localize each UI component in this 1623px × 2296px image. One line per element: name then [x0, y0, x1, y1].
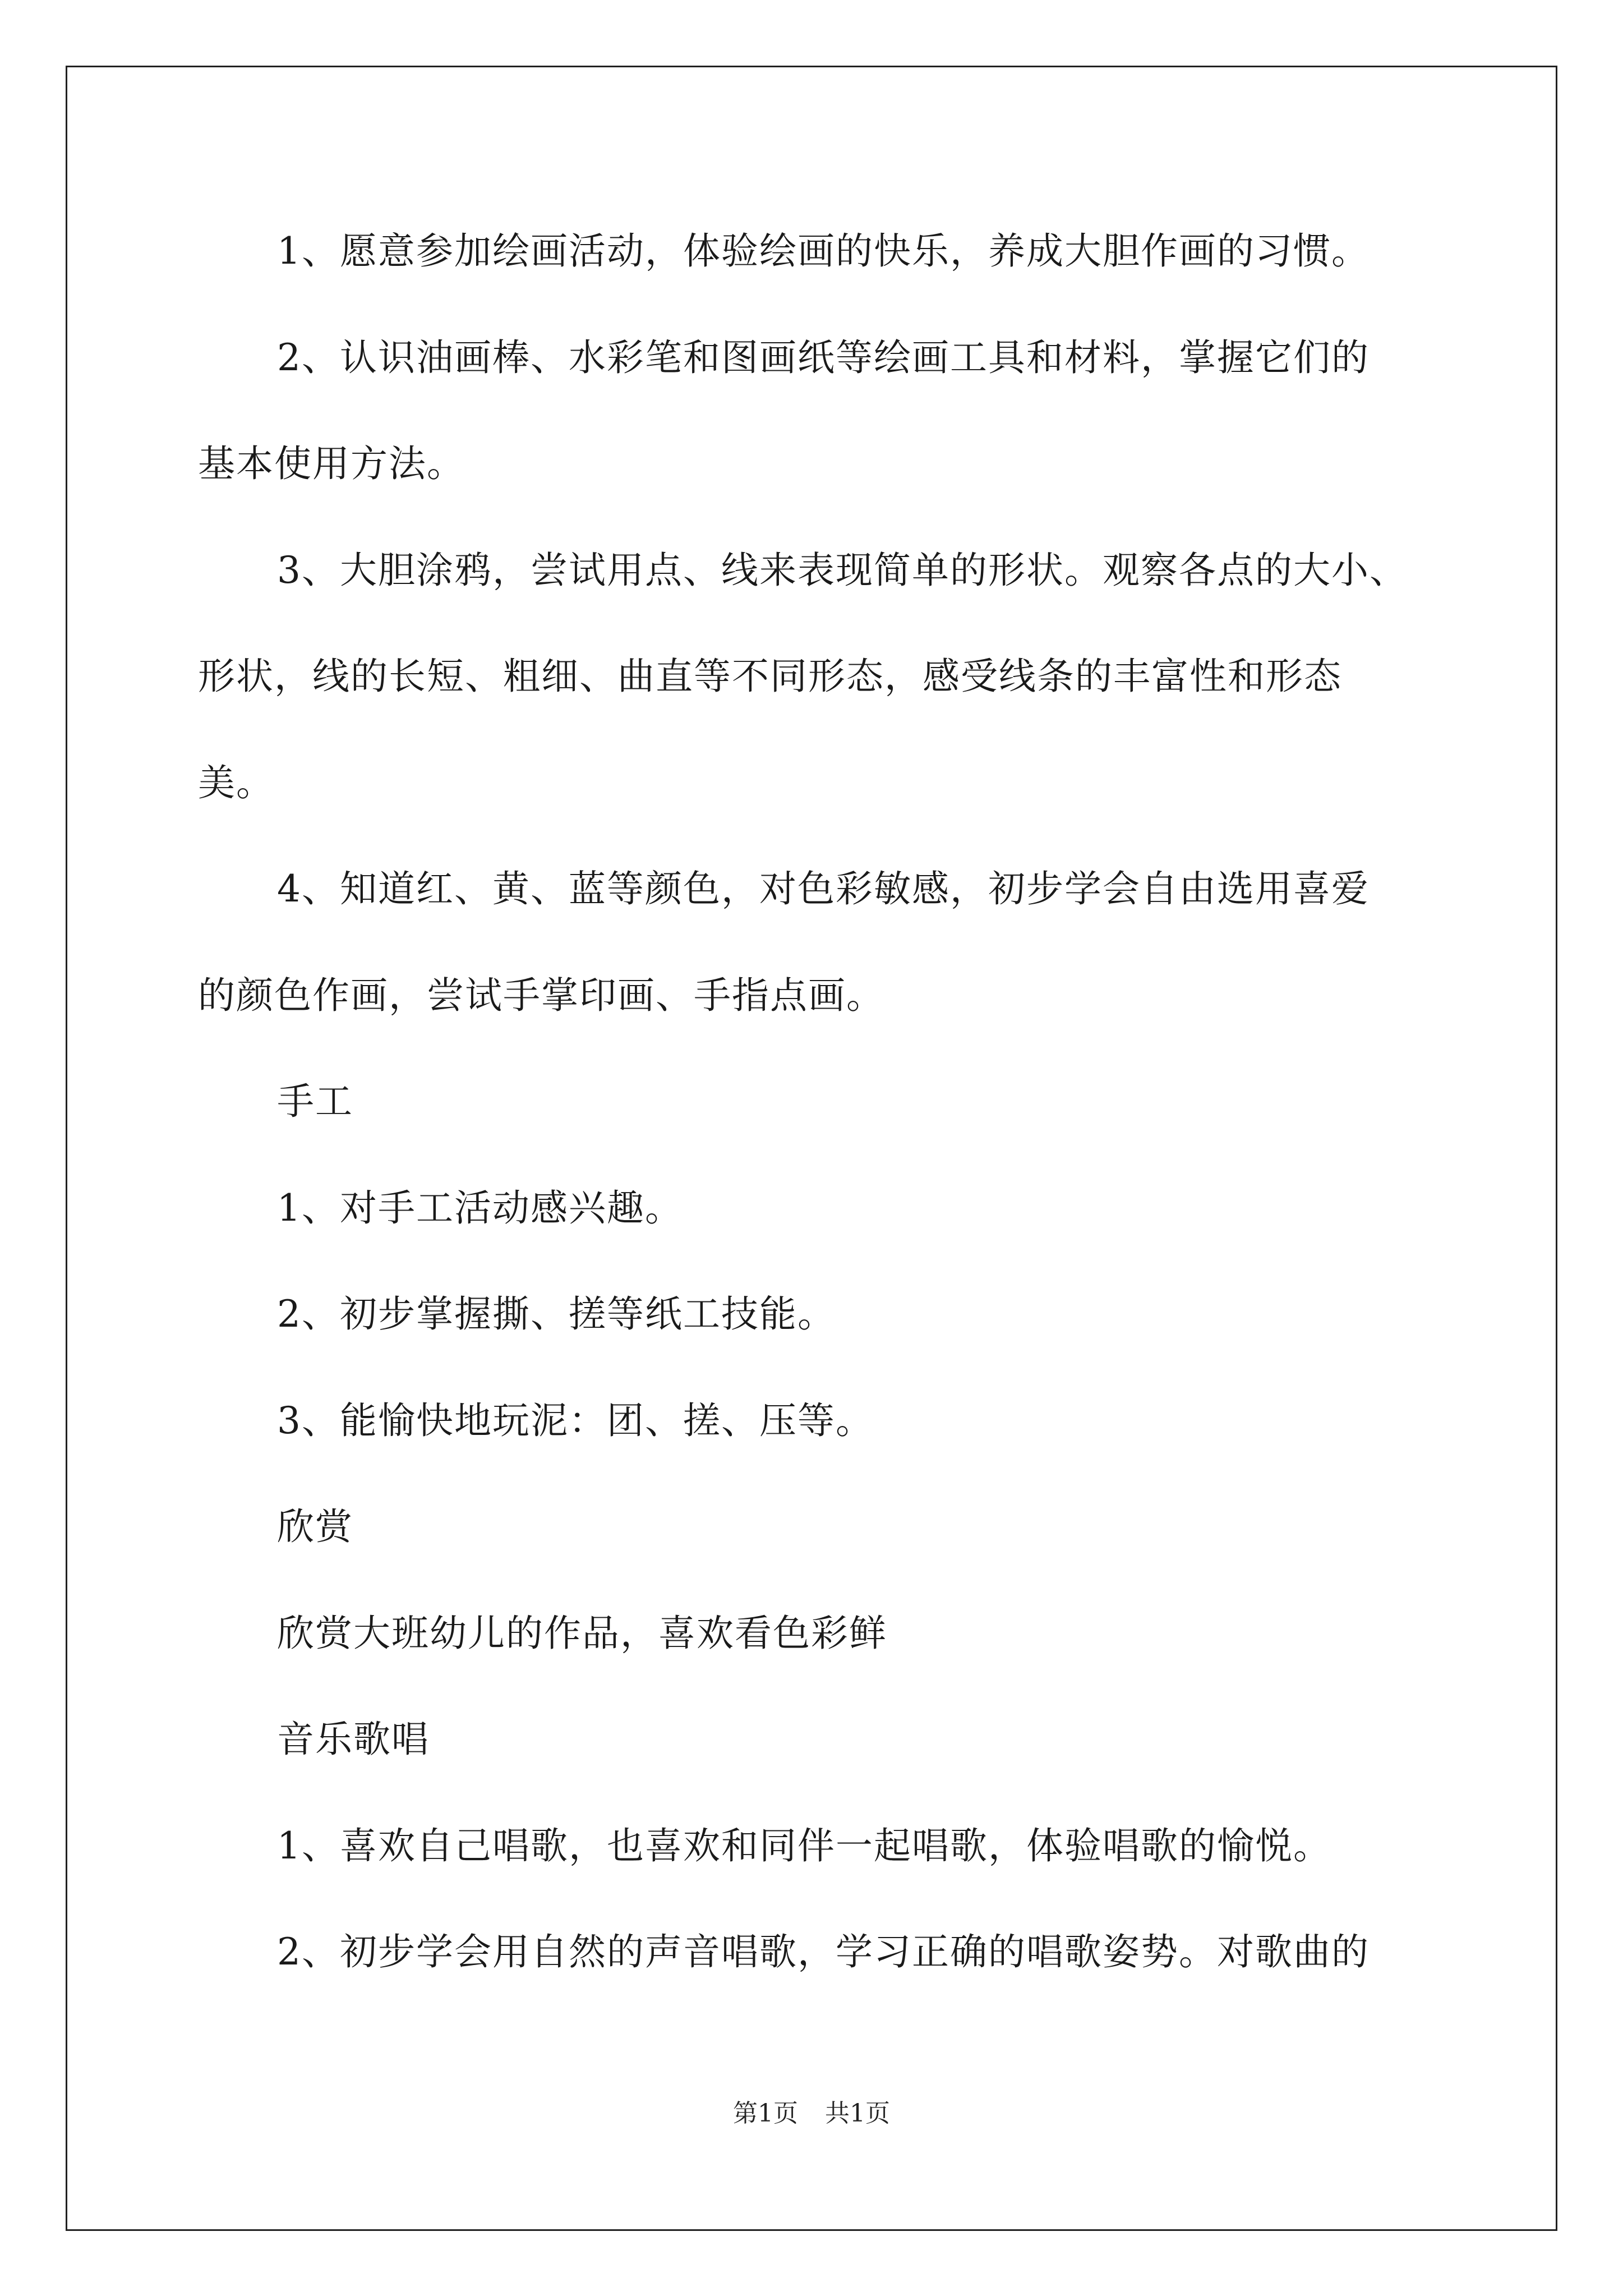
paragraph-line: 1、喜欢自己唱歌，也喜欢和同伴一起唱歌，体验唱歌的愉悦。	[277, 1824, 1331, 1867]
page-total: 共1页	[825, 2099, 890, 2128]
paragraph-line: 的颜色作画，尝试手掌印画、手指点画。	[198, 974, 884, 1017]
paragraph-line: 4、知道红、黄、蓝等颜色，对色彩敏感，初步学会自由选用喜爱	[277, 867, 1370, 910]
paragraph-line: 基本使用方法。	[198, 442, 465, 485]
paragraph-line: 美。	[198, 761, 274, 804]
paragraph-line: 形状，线的长短、粗细、曲直等不同形态，感受线条的丰富性和形态	[198, 655, 1342, 698]
section-heading: 音乐歌唱	[277, 1718, 430, 1761]
paragraph-line: 2、初步掌握撕、搓等纸工技能。	[277, 1292, 836, 1336]
paragraph-line: 2、认识油画棒、水彩笔和图画纸等绘画工具和材料，掌握它们的	[277, 336, 1370, 379]
paragraph-line: 1、愿意参加绘画活动，体验绘画的快乐，养成大胆作画的习惯。	[277, 229, 1370, 273]
section-heading: 手工	[277, 1080, 353, 1123]
paragraph-line: 2、初步学会用自然的声音唱歌，学习正确的唱歌姿势。对歌曲的	[277, 1930, 1370, 1973]
paragraph-line: 3、大胆涂鸦，尝试用点、线来表现简单的形状。观察各点的大小、	[277, 549, 1408, 592]
paragraph-line: 1、对手工活动感兴趣。	[277, 1186, 683, 1230]
page-border	[66, 66, 1557, 2231]
paragraph-line: 3、能愉快地玩泥：团、搓、压等。	[277, 1399, 874, 1442]
page-footer	[0, 2098, 1623, 2129]
page-number: 第1页	[733, 2099, 798, 2128]
section-heading: 欣赏	[277, 1505, 353, 1548]
paragraph-line: 欣赏大班幼儿的作品，喜欢看色彩鲜	[277, 1612, 887, 1655]
